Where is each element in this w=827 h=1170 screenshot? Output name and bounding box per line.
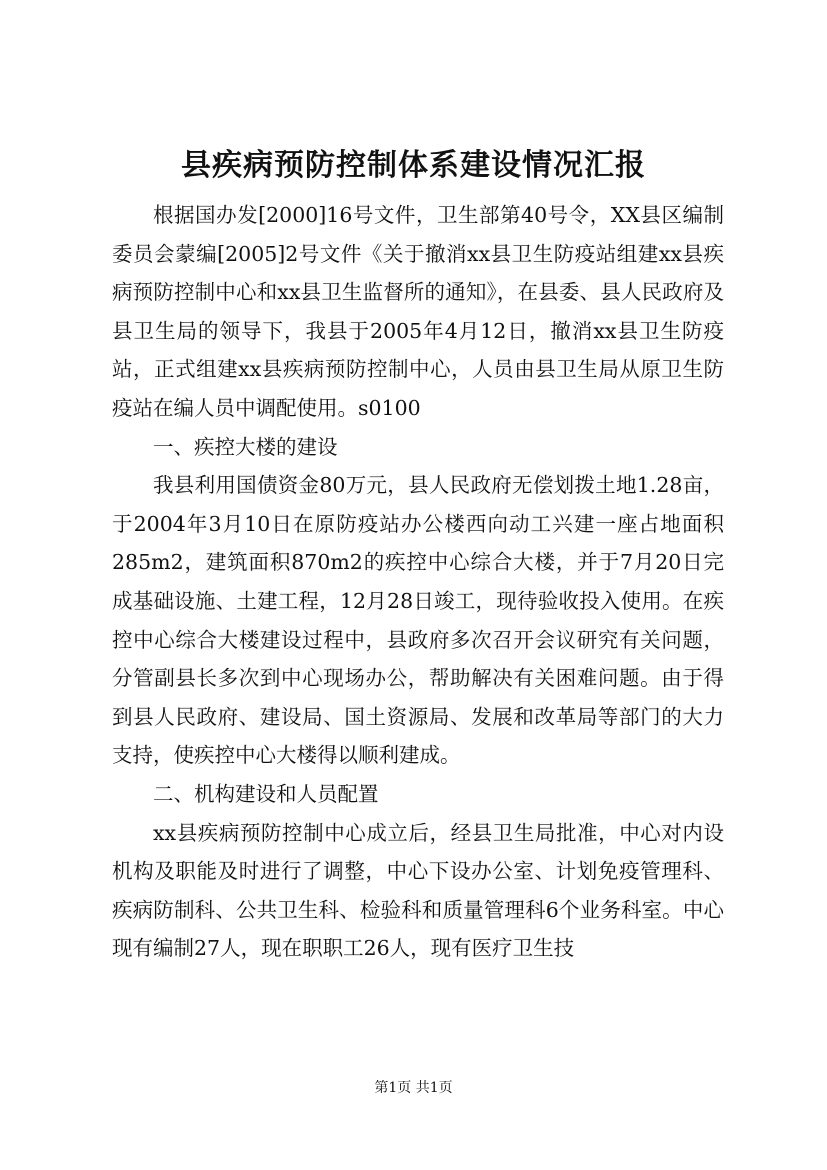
- paragraph-building: 我县利用国债资金80万元，县人民政府无偿划拨土地1.28亩，于2004年3月10日在原防疫站办公楼西向动工兴建一座占地面积285m2，建筑面积870m2的疾控中心综合大楼，并于7月20日完成基础设施、土建工程，12月28日竣工，现待验收投入使用。在疾控中心综合大楼建设过程中，县政府多次召开会议研究有关问题，分管副县长多次到中心现场办公，帮助解决有关困难问题。由于得到县人民政府、建设局、国土资源局、发展和改革局等部门的大力支持，使疾控中心大楼得以顺利建成。: [112, 473, 724, 768]
- page-number-footer: 第1页 共1页: [374, 1080, 453, 1096]
- document-title: 县疾病预防控制体系建设情况汇报: [181, 148, 646, 183]
- section-heading-staffing: 二、机构建设和人员配置: [153, 781, 379, 806]
- document-body: [112, 196, 724, 968]
- paragraph-intro: 根据国办发[2000]16号文件，卫生部第40号令，XX县区编制委员会蒙编[2005]2号文件《关于撤消xx县卫生防疫站组建xx县疾病预防控制中心和xx县卫生监督所的通知》，在县委、县人民政府及县卫生局的领导下，我县于2005年4月12日，撤消xx县卫生防疫站，正式组建xx县疾病预防控制中心，人员由县卫生局从原卫生防疫站在编人员中调配使用。s0100: [112, 203, 724, 420]
- paragraph-staffing: xx县疾病预防控制中心成立后，经县卫生局批准，中心对内设机构及职能及时进行了调整，中心下设办公室、计划免疫管理科、疾病防制科、公共卫生科、检验科和质量管理科6个业务科室。中心现有编制27人，现在职职工26人，现有医疗卫生技: [112, 820, 724, 961]
- section-heading-building: 一、疾控大楼的建设: [153, 434, 338, 459]
